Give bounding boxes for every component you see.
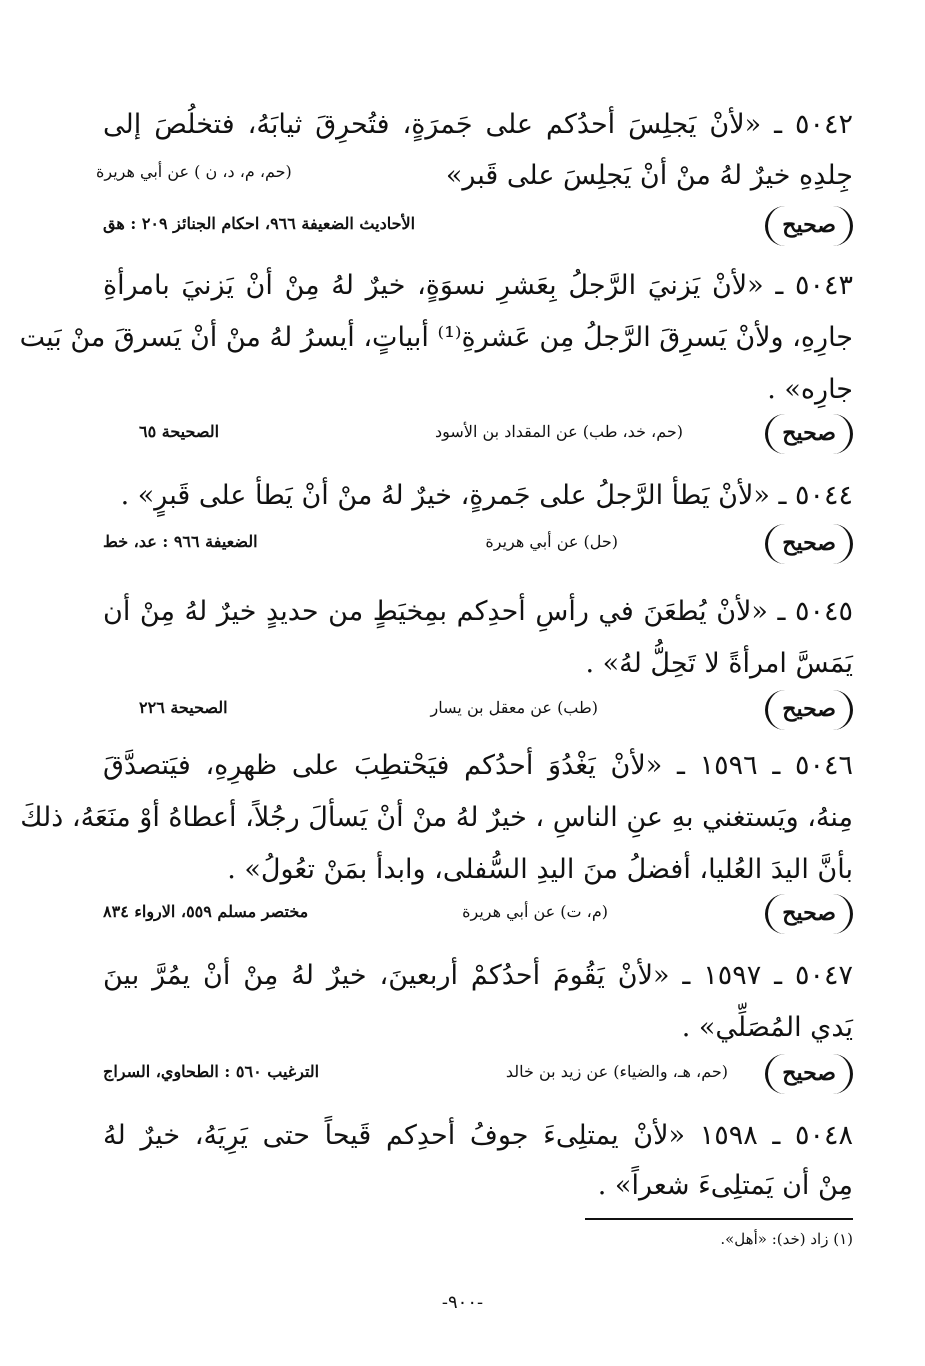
hadith-5042-grade-row bbox=[103, 206, 853, 252]
grade-source: (حل) عن أبي هريرة bbox=[485, 532, 618, 551]
hadith-5047-line-1: ٥٠٤٧ ـ ١٥٩٧ ـ «لأنْ يَقُومَ أحدُكمْ أربعينَ، خيرٌ لهُ مِنْ أنْ يمُرَّ بينَ bbox=[103, 960, 853, 991]
grade-badge: صحيح bbox=[765, 1054, 853, 1094]
hadith-5046-line-3: بأنَّ اليدَ العُليا، أفضلُ منَ اليدِ السُّفلى، وابدأ بمَنْ تعُولُ» . bbox=[227, 854, 853, 885]
hadith-5044-line-1: ٥٠٤٤ ـ «لأنْ يَطأ الرَّجلُ على جَمرةٍ، خيرٌ لهُ منْ أنْ يَطأ على قَبرٍ» . bbox=[120, 480, 853, 511]
grade-badge: صحيح bbox=[765, 206, 853, 246]
hadith-5046-grade-row bbox=[103, 894, 853, 940]
grade-source: (م، ت) عن أبي هريرة bbox=[462, 902, 608, 921]
grade-badge: صحيح bbox=[765, 690, 853, 730]
grade-source: (طب) عن معقل بن يسار bbox=[430, 698, 598, 717]
grade-reference: الصحيحة ٦٥ bbox=[139, 422, 220, 441]
hadith-5043-line-2: جارِهِ، ولأنْ يَسرِقَ الرَّجلُ مِن عَشرةِ⁽¹⁾ أبياتٍ، أيسرُ لهُ منْ أنْ يَسرقَ منْ بَيت bbox=[19, 322, 853, 353]
hadith-5045-grade-row bbox=[103, 690, 853, 736]
hadith-5042-source: (حم، م، د، ن ) عن أبي هريرة bbox=[96, 162, 292, 181]
hadith-5042-line-1: ٥٠٤٢ ـ «لأنْ يَجلِسَ أحدُكم على جَمرَةٍ، فتُحرِقَ ثيابَهُ، فتخلُصَ إلى bbox=[103, 109, 853, 140]
grade-badge: صحيح bbox=[765, 524, 853, 564]
grade-reference: مختصر مسلم ٥٥٩، الارواء ٨٣٤ bbox=[103, 902, 309, 921]
grade-source: (حم، خد، طب) عن المقداد بن الأسود bbox=[435, 422, 683, 441]
grade-reference: الأحاديث الضعيفة ٩٦٦، احكام الجنائز ٢٠٩ : هق bbox=[103, 214, 416, 233]
grade-reference: الصحيحة ٢٢٦ bbox=[139, 698, 228, 717]
grade-reference: الضعيفة ٩٦٦ : عد، خط bbox=[103, 532, 258, 551]
hadith-5047-line-2: يَدي المُصَلِّي» . bbox=[681, 1012, 853, 1043]
grade-source: (حم، هـ، والضياء) عن زيد بن خالد bbox=[505, 1062, 728, 1081]
hadith-5048-line-1: ٥٠٤٨ ـ ١٥٩٨ «لأنْ يمتلِىءَ جوفُ أحدِكم قَيحاً حتى يَرِيَهُ، خيرٌ لهُ bbox=[103, 1120, 854, 1151]
hadith-5045-line-1: ٥٠٤٥ ـ «لأنْ يُطعَنَ في رأسِ أحدِكم بمِخيَطٍ من حديدٍ خيرٌ لهُ مِنْ أن bbox=[103, 596, 853, 627]
grade-badge: صحيح bbox=[765, 414, 853, 454]
footnote: (١) زاد (خد): «أهل». bbox=[720, 1230, 853, 1248]
hadith-5048-line-2: مِنْ أن يَمتلِىءَ شعراً» . bbox=[597, 1170, 853, 1201]
hadith-5043-line-1: ٥٠٤٣ ـ «لأنْ يَزنيَ الرَّجلُ بِعَشرِ نسوَةٍ، خيرٌ لهُ مِنْ أنْ يَزنيَ بامرأةِ bbox=[103, 270, 853, 301]
hadith-5044-grade-row bbox=[103, 524, 853, 570]
footnote-divider bbox=[585, 1218, 853, 1220]
hadith-5045-line-2: يَمَسَّ امرأةً لا تَحِلُّ لهُ» . bbox=[585, 648, 853, 679]
hadith-5043-grade-row bbox=[103, 414, 853, 460]
hadith-5047-grade-row bbox=[103, 1054, 853, 1100]
grade-reference: الترغيب ٥٦٠ : الطحاوي، السراج bbox=[103, 1062, 320, 1081]
hadith-5046-line-2: مِنهُ، ويَستغني بهِ عنِ الناسِ ، خيرٌ لهُ منْ أنْ يَسألَ رجُلاً، أعطاهُ أوْ منَعَهُ، ذلكَ bbox=[20, 802, 853, 833]
hadith-5043-line-3: جارِه» . bbox=[767, 374, 853, 405]
hadith-5042-line-2: جِلدِهِ خيرٌ لهُ منْ أنْ يَجلِسَ على قَبر» bbox=[445, 160, 853, 191]
grade-badge: صحيح bbox=[765, 894, 853, 934]
page-number: -٩٠٠- bbox=[441, 1292, 484, 1313]
hadith-5046-line-1: ٥٠٤٦ ـ ١٥٩٦ ـ «لأنْ يَغْدُوَ أحدُكم فيَحْتطِبَ على ظهرِهِ، فيَتصدَّقَ bbox=[103, 750, 854, 781]
